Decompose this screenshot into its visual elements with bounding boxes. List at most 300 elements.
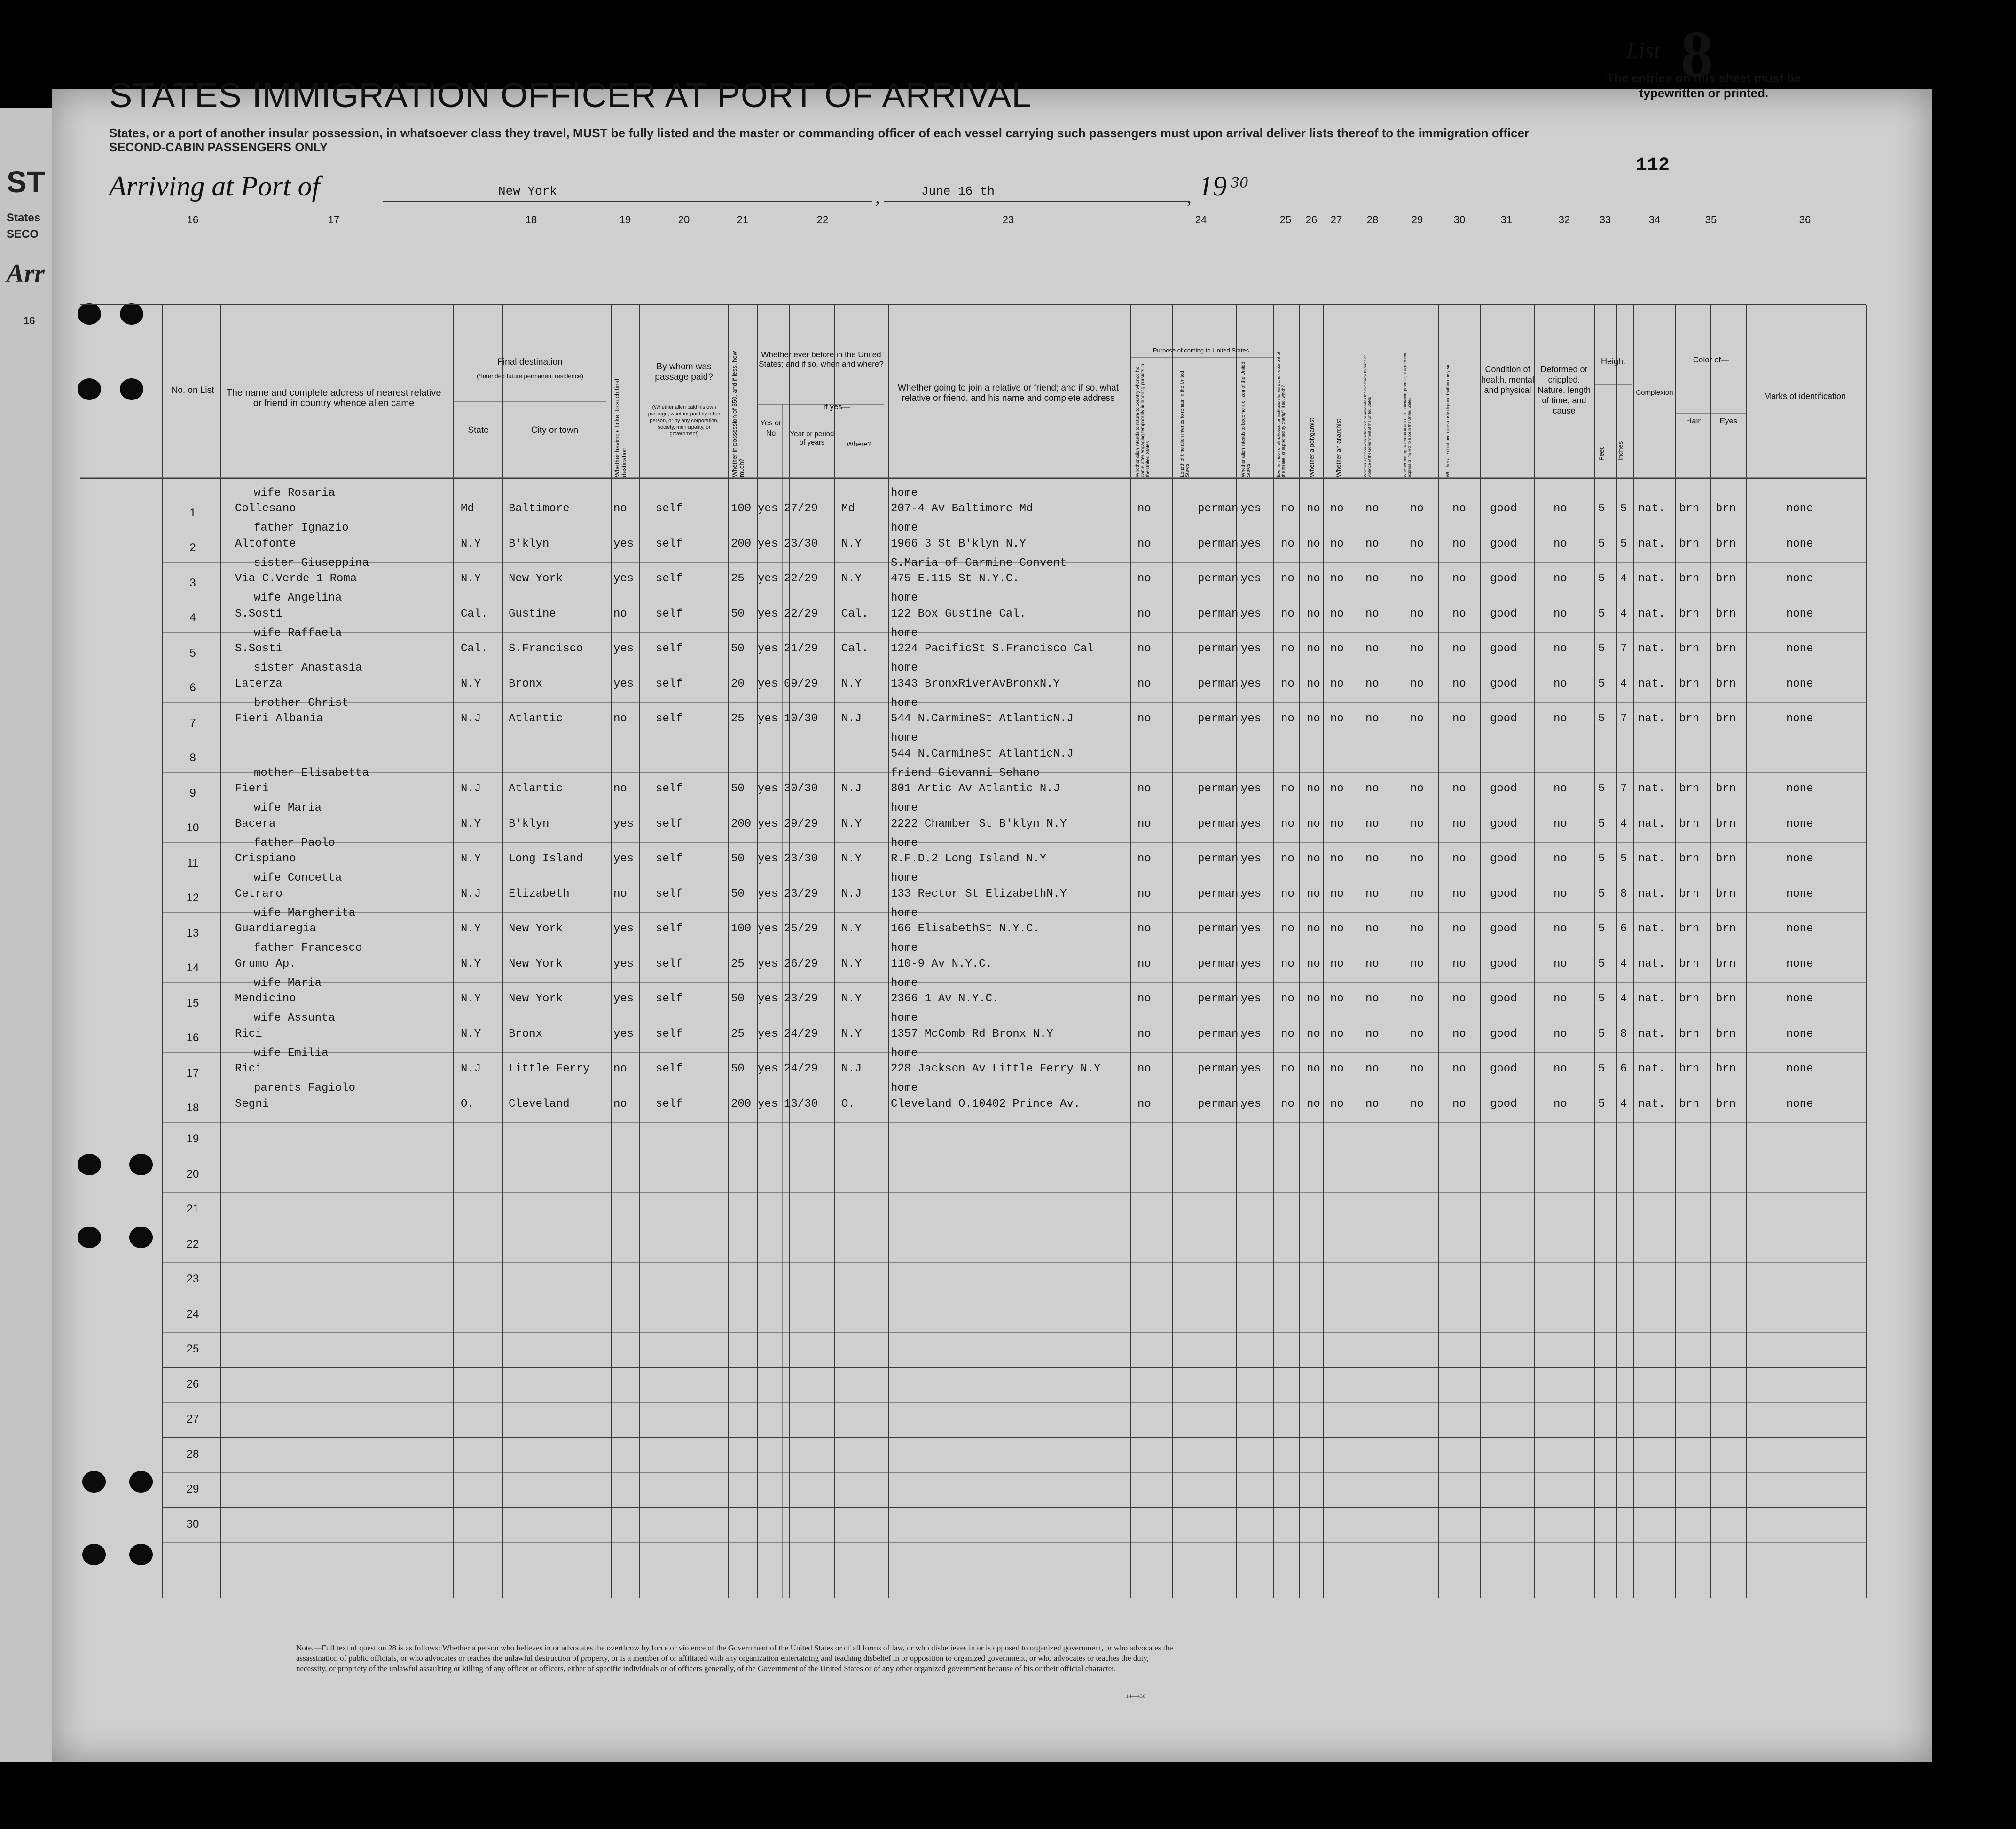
field-pa: no [1137,817,1151,830]
joining-address: 133 Rector St ElizabethN.Y [891,887,1067,900]
field-pc: yes [1241,502,1262,515]
footnote: Note.—Full text of question 28 is as follows: Whether a person who believes in or advocates the overthrow by force or violence of the Government of the United States or of all forms of law, or who disbelieves in or is opposed to organized government, or who advocates the assassination of public officials, or who advocates or teaches the unlawful destruction of property, or is a member of or affiliated with any organization entertaining and teaching disbelief in or opposition to organized government, or who advocates or teaches the duty, necessity, or propriety of the unlawful assaulting or killing of any officer or officers, either of specific individuals or of officers generally, of the Government of the United States or of any other organized government because of his or their official character. [296,1643,1173,1673]
field-c29: no [1410,957,1424,970]
joining-relation: home [891,522,918,535]
joining-relation: home [891,942,918,955]
relative-name: brother Christ [254,696,349,710]
joining-address: 1966 3 St B'klyn N.Y [891,537,1027,550]
field-c25: no [1281,572,1294,585]
field-ft: 5 [1598,852,1605,865]
heading-deported: Whether alien had been previously deported within one year [1445,364,1450,477]
field-c26: no [1307,993,1320,1005]
field-in: 7 [1620,782,1627,795]
row-number: 5 [189,646,196,659]
field-c26: no [1307,1027,1320,1040]
row-number: 24 [186,1307,199,1321]
field-def: no [1553,1027,1567,1040]
field-paid: self [656,677,683,690]
field-pc: yes [1241,782,1262,795]
relative-name: wife Maria [254,977,322,990]
field-yn: yes [758,642,778,655]
field-pa: no [1137,782,1151,795]
joining-relation: home [891,836,918,850]
field-state: Cal. [461,642,488,655]
field-c26: no [1307,642,1320,655]
field-hair: brn [1679,1063,1700,1075]
field-def: no [1553,537,1567,550]
joining-relation: home [891,696,918,710]
field-in: 4 [1620,993,1627,1005]
field-marks: none [1786,852,1813,865]
field-ticket: yes [613,957,634,970]
heading-joining: Whether going to join a relative or friend; and if so, what relative or friend, and his name and complete address [898,383,1119,403]
field-pb: perman. [1198,887,1245,900]
field-yr: 21/29 [784,642,818,655]
field-eyes: brn [1716,1063,1736,1075]
heading-feet: Feet [1598,447,1605,461]
joining-relation: home [891,1047,918,1060]
field-state: N.J [461,712,481,725]
relative-name: wife Maria [254,802,322,815]
field-hair: brn [1679,887,1700,900]
heading-final-destination-note: (*Intended future permanent residence) [477,373,583,380]
heading-deformed: Deformed or crippled. Nature, length of time, and cause [1537,365,1591,415]
field-c27: no [1330,537,1344,550]
field-hair: brn [1679,852,1700,865]
field-ticket: no [613,1097,627,1110]
relative-address: Segni [235,1097,269,1110]
field-c29: no [1410,887,1424,900]
field-c29: no [1410,993,1424,1005]
field-marks: none [1786,1097,1813,1110]
field-pb: perman. [1198,712,1245,725]
column-number: 21 [737,214,749,226]
field-c28: no [1365,502,1379,515]
heading-inches: Inches [1616,441,1624,461]
field-c30: no [1452,677,1466,690]
field-yn: yes [758,502,778,515]
row-number: 14 [186,961,199,975]
field-comp: nat. [1638,922,1665,935]
row-number: 29 [186,1483,199,1495]
row-number: 15 [186,996,199,1009]
field-yn: yes [758,677,778,690]
heading-purpose-b: Length of time alien intends to remain in the United States [1180,371,1190,477]
relative-name: wife Emilia [254,1047,329,1060]
field-yn: yes [758,922,778,935]
field-hair: brn [1679,1097,1700,1110]
relative-name: wife Raffaela [254,626,342,640]
field-c25: no [1281,993,1294,1005]
field-in: 6 [1620,1063,1627,1075]
heading-hair: Hair [1686,416,1701,425]
field-comp: nat. [1638,887,1665,900]
field-yr: 24/29 [784,1027,818,1040]
field-c29: no [1410,852,1424,865]
field-c30: no [1452,852,1466,865]
field-c26: no [1307,887,1320,900]
field-def: no [1553,887,1567,900]
field-in: 5 [1620,502,1627,515]
field-c30: no [1452,887,1466,900]
field-where: N.Y [841,537,862,550]
field-comp: nat. [1638,677,1665,690]
field-pb: perman. [1198,572,1245,585]
field-c28: no [1365,537,1379,550]
adjacent-page-fragment: Arr [7,259,45,288]
heading-if-yes: If yes— [823,402,850,411]
relative-address: Fieri Albania [235,712,323,725]
field-ft: 5 [1598,712,1605,725]
field-money: 200 [731,537,752,550]
field-c30: no [1452,922,1466,935]
adjacent-page-fragment: SECO [7,228,39,241]
field-c25: no [1281,537,1294,550]
field-yn: yes [758,1063,778,1075]
field-marks: none [1786,677,1813,690]
heading-nearest-relative: The name and complete address of nearest relative or friend in country whence alien came [226,388,441,408]
field-c27: no [1330,607,1344,620]
field-eyes: brn [1716,817,1736,830]
field-ft: 5 [1598,1027,1605,1040]
field-c30: no [1452,993,1466,1005]
field-comp: nat. [1638,537,1665,550]
field-marks: none [1786,1027,1813,1040]
relative-address: Rici [235,1027,262,1040]
joining-address: 122 Box Gustine Cal. [891,607,1027,620]
field-comp: nat. [1638,607,1665,620]
field-yn: yes [758,1027,778,1040]
field-eyes: brn [1716,1097,1736,1110]
field-pb: perman. [1198,1063,1245,1075]
field-c25: no [1281,607,1294,620]
field-cond: good [1490,572,1517,585]
field-marks: none [1786,817,1813,830]
field-money: 50 [731,852,745,865]
relative-address: Mendicino [235,993,296,1005]
field-in: 6 [1620,922,1627,935]
field-pa: no [1137,677,1151,690]
field-def: no [1553,993,1567,1005]
field-yn: yes [758,993,778,1005]
field-yn: yes [758,887,778,900]
row-number: 17 [186,1066,199,1079]
column-number: 36 [1799,214,1811,226]
field-paid: self [656,502,683,515]
field-c26: no [1307,712,1320,725]
field-eyes: brn [1716,712,1736,725]
field-state: O. [461,1097,474,1110]
field-c27: no [1330,642,1344,655]
row-number: 21 [186,1203,199,1215]
field-c25: no [1281,782,1294,795]
arrival-year-prefix: 19 [1199,171,1227,202]
field-c28: no [1365,642,1379,655]
joining-relation: home [891,486,918,500]
heading-purpose-a: Whether alien intends to return to country whence he came after engaging temporarily in laboring pursuits in the United States [1135,364,1151,477]
joining-address: 2222 Chamber St B'klyn N.Y [891,817,1067,830]
field-pb: perman [1198,922,1239,935]
field-state: N.J [461,1063,481,1075]
field-c26: no [1307,922,1320,935]
field-cond: good [1490,537,1517,550]
field-pc: yes [1241,922,1262,935]
field-in: 5 [1620,852,1627,865]
heading-ticket: Whether having a ticket to such final destination [613,379,628,477]
row-number: 11 [187,856,199,869]
relative-name: father Ignazio [254,522,349,535]
field-eyes: brn [1716,502,1736,515]
field-ft: 5 [1598,957,1605,970]
column-number: 31 [1500,214,1513,226]
relative-name: mother Elisabetta [254,766,369,780]
field-where: N.J [841,887,862,900]
joining-relation: home [891,872,918,885]
field-c28: no [1365,993,1379,1005]
relative-address: Via C.Verde 1 Roma [235,572,357,585]
field-city: Baltimore [509,502,570,515]
row-number: 1 [189,506,196,519]
field-hair: brn [1679,957,1700,970]
field-pc: yes [1241,957,1262,970]
field-hair: brn [1679,642,1700,655]
field-money: 50 [731,607,745,620]
field-c30: no [1452,957,1466,970]
field-state: N.J [461,782,481,795]
relative-name: father Francesco [254,942,362,955]
field-c29: no [1410,712,1424,725]
field-c27: no [1330,502,1344,515]
field-eyes: brn [1716,782,1736,795]
joining-relation: home [891,662,918,675]
field-city: B'klyn [509,817,549,830]
relative-address: Laterza [235,677,282,690]
field-hair: brn [1679,712,1700,725]
field-c30: no [1452,607,1466,620]
row-number: 6 [189,681,196,695]
field-ft: 5 [1598,1097,1605,1110]
field-paid: self [656,817,683,830]
field-marks: none [1786,502,1813,515]
field-cond: good [1490,1027,1517,1040]
field-where: N.Y [841,677,862,690]
relative-address: S.Sosti [235,642,282,655]
field-money: 20 [731,677,745,690]
field-paid: self [656,1097,683,1110]
column-number: 28 [1366,214,1379,226]
field-yn: yes [758,817,778,830]
field-hair: brn [1679,1027,1700,1040]
field-cond: good [1490,1063,1517,1075]
field-ticket: yes [613,537,634,550]
field-ticket: no [613,1063,627,1075]
column-number: 23 [1002,214,1014,226]
relative-name: wife Concetta [254,872,342,885]
field-c28: no [1365,1063,1379,1075]
heading-year-period: Year or period of years [790,430,834,446]
relative-name: wife Angelina [254,592,342,605]
field-in: 5 [1620,537,1627,550]
field-state: Md [461,502,474,515]
row-number: 20 [186,1167,199,1180]
field-yn: yes [758,607,778,620]
field-pa: no [1137,957,1151,970]
field-paid: self [656,887,683,900]
field-yn: yes [758,572,778,585]
field-marks: none [1786,922,1813,935]
field-pa: no [1137,537,1151,550]
field-c29: no [1410,1097,1424,1110]
field-c29: no [1410,502,1424,515]
field-eyes: brn [1716,993,1736,1005]
field-pb: perman. [1198,817,1245,830]
field-c29: no [1410,572,1424,585]
field-ticket: no [613,712,627,725]
field-in: 7 [1620,642,1627,655]
field-ft: 5 [1598,572,1605,585]
field-in: 4 [1620,572,1627,585]
field-c26: no [1307,677,1320,690]
field-money: 25 [731,712,745,725]
field-pc: yes [1241,607,1262,620]
field-yn: yes [758,957,778,970]
field-pb: perman. [1198,537,1245,550]
field-pc: yes [1241,817,1262,830]
column-number: 25 [1279,214,1292,226]
column-number: 27 [1330,214,1342,226]
field-c29: no [1410,1027,1424,1040]
field-money: 200 [731,817,752,830]
field-ticket: yes [613,677,634,690]
field-money: 100 [731,502,752,515]
column-number: 32 [1558,214,1570,226]
field-pa: no [1137,852,1151,865]
field-yn: yes [758,1097,778,1110]
field-pc: yes [1241,537,1262,550]
column-number: 29 [1411,214,1423,226]
field-hair: brn [1679,677,1700,690]
field-city: B'klyn [509,537,549,550]
field-c26: no [1307,537,1320,550]
field-pa: no [1137,887,1151,900]
field-where: Cal. [841,642,869,655]
field-paid: self [656,993,683,1005]
field-ft: 5 [1598,782,1605,795]
heading-height: Height [1600,357,1626,366]
adjacent-page-fragment: States [7,211,41,224]
field-ticket: no [613,607,627,620]
field-c27: no [1330,1063,1344,1075]
arriving-label: Arriving at Port of [109,171,320,202]
field-marks: none [1786,607,1813,620]
field-ft: 5 [1598,993,1605,1005]
field-city: Elizabeth [509,887,570,900]
field-c27: no [1330,922,1344,935]
field-pc: yes [1241,993,1262,1005]
field-cond: good [1490,1097,1517,1110]
field-where: N.Y [841,1027,862,1040]
field-in: 7 [1620,712,1627,725]
field-where: N.Y [841,957,862,970]
field-city: New York [509,922,563,935]
field-money: 50 [731,887,745,900]
field-state: N.J [461,887,481,900]
relative-name: sister Anastasia [254,662,362,675]
field-city: Gustine [509,607,556,620]
field-comp: nat. [1638,572,1665,585]
field-paid: self [656,782,683,795]
field-city: New York [509,572,563,585]
field-c28: no [1365,782,1379,795]
field-pb: perman. [1198,957,1245,970]
field-comp: nat. [1638,993,1665,1005]
field-c25: no [1281,642,1294,655]
relative-address: Fieri [235,782,269,795]
heading-condition: Condition of health, mental and physical [1481,365,1535,395]
relative-name: parents Fagiolo [254,1082,356,1095]
field-yr: 09/29 [784,677,818,690]
field-c25: no [1281,1097,1294,1110]
field-paid: self [656,957,683,970]
field-ft: 5 [1598,887,1605,900]
row-number: 12 [186,891,199,905]
field-cond: good [1490,993,1517,1005]
field-money: 25 [731,572,745,585]
list-number: 8 [1680,18,1713,91]
relative-address: Collesano [235,502,296,515]
field-pb: perman. [1198,1027,1245,1040]
field-c27: no [1330,1097,1344,1110]
field-paid: self [656,607,683,620]
arrival-port: New York [498,184,557,198]
column-number: 35 [1705,214,1717,226]
field-money: 50 [731,1063,745,1075]
field-yr: 24/29 [784,1063,818,1075]
field-c29: no [1410,537,1424,550]
joining-address: 207-4 Av Baltimore Md [891,502,1033,515]
heading-polygamist: Whether a polygamist [1308,418,1315,477]
field-yn: yes [758,852,778,865]
field-cond: good [1490,922,1517,935]
field-pa: no [1137,642,1151,655]
field-yr: 23/30 [784,537,818,550]
field-yr: 23/29 [784,993,818,1005]
page-number: 112 [1636,155,1670,176]
heading-paid-by-note: (Whether alien paid his own passage, whether paid by other person, or by any corporation, society, municipality, or government) [648,405,721,437]
field-state: N.Y [461,993,481,1005]
comma-separator: , [875,186,880,207]
field-c28: no [1365,922,1379,935]
relative-address: Grumo Ap. [235,957,296,970]
field-state: N.Y [461,922,481,935]
field-ticket: no [613,782,627,795]
field-where: N.Y [841,993,862,1005]
relative-name: wife Rosaria [254,486,335,500]
form-title: STATES IMMIGRATION OFFICER AT PORT OF ARRIVAL [109,76,1032,115]
field-city: Atlantic [509,712,563,725]
joining-address: 1343 BronxRiverAvBronxN.Y [891,677,1060,690]
field-c30: no [1452,1063,1466,1075]
field-c25: no [1281,852,1294,865]
heading-final-destination: Final destination [497,357,563,367]
field-paid: self [656,572,683,585]
column-number: 20 [678,214,690,226]
field-ft: 5 [1598,922,1605,935]
field-ticket: yes [613,572,634,585]
column-number: 24 [1195,214,1207,226]
field-c26: no [1307,817,1320,830]
field-city: Cleveland [509,1097,570,1110]
